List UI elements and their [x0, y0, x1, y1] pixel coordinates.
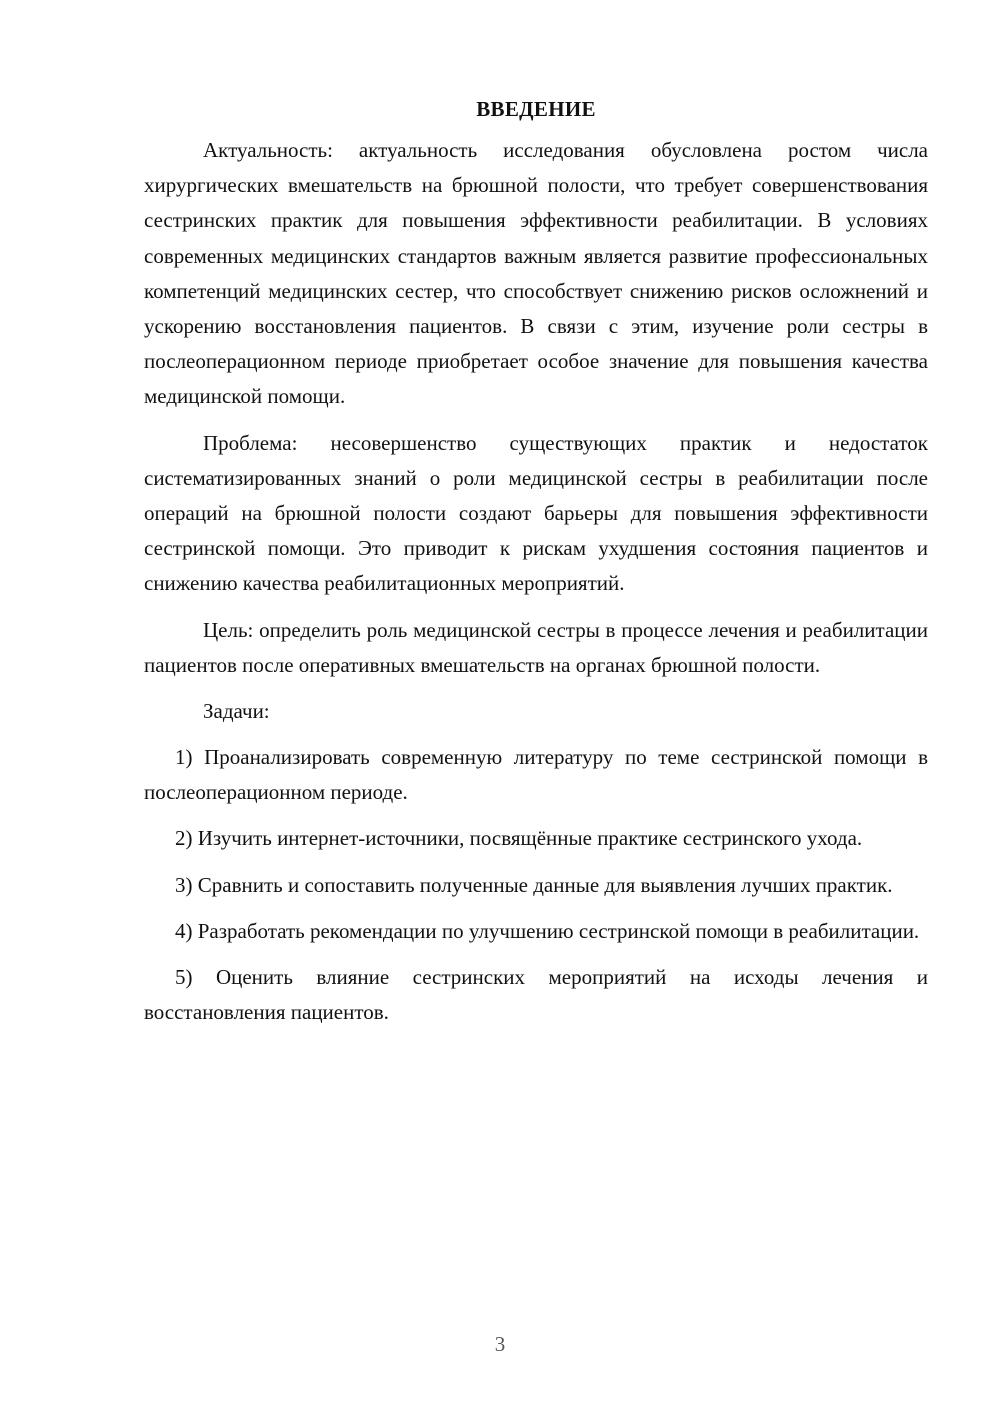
task-list [144, 740, 928, 1030]
task-item: 4) Разработать рекомендации по улучшению сестринской помощи в реабилитации. [175, 918, 920, 943]
task-item: 2) Изучить интернет-источники, посвящённые практике сестринского ухода. [175, 826, 863, 851]
task-item: 5) Оценить влияние сестринских мероприятий на исходы лечения и восстановления пациентов. [144, 965, 928, 1025]
section-heading: ВВЕДЕНИЕ [476, 97, 596, 121]
tasks-title: Задачи: [203, 699, 270, 724]
paragraph-problem: Проблема: несовершенство существующих практик и недостаток систематизированных знаний о роли медицинской сестры в реабилитации после операций на брюшной полости создают барьеры для повышения эффективности сестринской помощи. Это приводит к рискам ухудшения состояния пациентов и снижению качества реабилитационных мероприятий. [144, 430, 928, 596]
paragraph-goal: Цель: определить роль медицинской сестры в процессе лечения и реабилитации пациентов после оперативных вмешательств на органах брюшной полости. [144, 617, 928, 677]
task-item: 3) Сравнить и сопоставить полученные данные для выявления лучших практик. [175, 872, 893, 897]
page-content [144, 92, 928, 1041]
paragraph-relevance: Актуальность: актуальность исследования обусловлена ростом числа хирургических вмешательств на брюшной полости, что требует совершенствования сестринских практик для повышения эффективности реабилитации. В условиях современных медицинских стандартов важным является развитие профессиональных компетенций медицинских сестер, что способствует снижению рисков осложнений и ускорению восстановления пациентов. В связи с этим, изучение роли сестры в послеоперационном периоде приобретает особое значение для повышения качества медицинской помощи. [144, 138, 928, 409]
task-item: 1) Проанализировать современную литературу по теме сестринской помощи в послеоперационном периоде. [144, 745, 928, 805]
page-number: 3 [494, 1332, 506, 1356]
